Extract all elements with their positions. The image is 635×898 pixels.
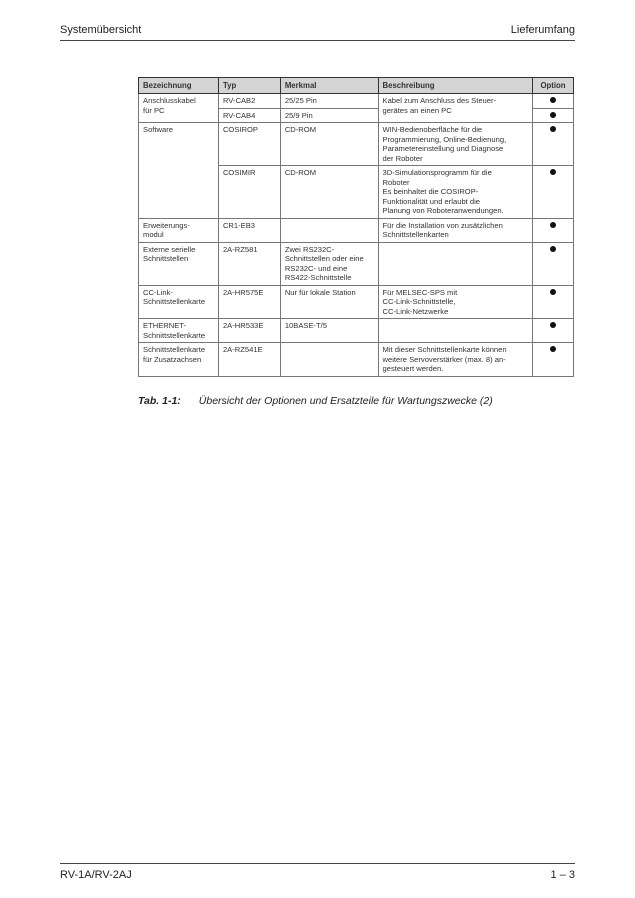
cell-typ: 2A-RZ581	[218, 242, 280, 285]
table-row	[139, 242, 574, 285]
cell-typ: RV-CAB4	[218, 108, 280, 123]
option-bullet-icon	[533, 343, 574, 377]
cell-merkmal: 25/9 Pin	[280, 108, 378, 123]
footer-model: RV-1A/RV-2AJ	[60, 869, 132, 881]
option-bullet-icon	[533, 94, 574, 109]
header-section-title: Systemübersicht	[60, 24, 142, 36]
cell-typ: 2A-HR533E	[218, 319, 280, 343]
cell-bezeichnung: Schnittstellenkarte für Zusatzachsen	[139, 343, 219, 377]
option-bullet-icon	[533, 285, 574, 319]
cell-merkmal: CD-ROM	[280, 123, 378, 166]
cell-beschreibung	[378, 242, 533, 285]
col-header-bezeichnung: Bezeichnung	[139, 78, 219, 94]
option-bullet-icon	[533, 123, 574, 166]
cell-bezeichnung: Anschlusskabel für PC	[139, 94, 219, 123]
table-row	[139, 123, 574, 166]
header-chapter-title: Lieferumfang	[510, 24, 575, 36]
table-row	[139, 343, 574, 377]
cell-bezeichnung: ETHERNET- Schnittstellenkarte	[139, 319, 219, 343]
cell-beschreibung: Für die Installation von zusätzlichen Schnittstellenkarten	[378, 218, 533, 242]
col-header-typ: Typ	[218, 78, 280, 94]
cell-bezeichnung: Externe serielle Schnittstellen	[139, 242, 219, 285]
option-bullet-icon	[533, 319, 574, 343]
table-row	[139, 285, 574, 319]
option-bullet-icon	[533, 166, 574, 219]
cell-merkmal	[280, 218, 378, 242]
cell-merkmal: Nur für lokale Station	[280, 285, 378, 319]
col-header-beschreibung: Beschreibung	[378, 78, 533, 94]
cell-beschreibung: Für MELSEC-SPS mit CC-Link-Schnittstelle, CC-Link-Netzwerke	[378, 285, 533, 319]
col-header-merkmal: Merkmal	[280, 78, 378, 94]
cell-bezeichnung: Erweiterungs- modul	[139, 218, 219, 242]
header-rule	[60, 40, 575, 41]
cell-merkmal	[280, 343, 378, 377]
page-number: 1 – 3	[550, 869, 575, 881]
cell-beschreibung: Kabel zum Anschluss des Steuer- gerätes an einen PC	[378, 94, 533, 123]
cell-typ: 2A-RZ541E	[218, 343, 280, 377]
table-caption	[138, 395, 493, 407]
cell-bezeichnung: CC-Link- Schnittstellenkarte	[139, 285, 219, 319]
table-row	[139, 218, 574, 242]
cell-typ: COSIMIR	[218, 166, 280, 219]
cell-typ: COSIROP	[218, 123, 280, 166]
caption-text: Übersicht der Optionen und Ersatzteile für Wartungszwecke (2)	[198, 395, 493, 407]
cell-merkmal: Zwei RS232C- Schnittstellen oder eine RS232C- und eine RS422-Schnittstelle	[280, 242, 378, 285]
cell-typ: 2A-HR575E	[218, 285, 280, 319]
cell-merkmal: CD-ROM	[280, 166, 378, 219]
footer-rule	[60, 863, 575, 864]
cell-typ: RV-CAB2	[218, 94, 280, 109]
col-header-option: Option	[533, 78, 574, 94]
cell-merkmal: 10BASE-T/5	[280, 319, 378, 343]
options-table	[138, 77, 574, 377]
option-bullet-icon	[533, 108, 574, 123]
option-bullet-icon	[533, 242, 574, 285]
table-header-row	[139, 78, 574, 94]
option-bullet-icon	[533, 218, 574, 242]
cell-beschreibung: WIN-Bedienoberfläche für die Programmierung, Online-Bedienung, Parametereinstellung und Diagnose der Roboter	[378, 123, 533, 166]
cell-beschreibung: 3D-Simulationsprogramm für die Roboter Es beinhaltet die COSIROP- Funktionalität und erlaubt die Planung von Roboteranwendungen.	[378, 166, 533, 219]
table-row	[139, 94, 574, 109]
cell-beschreibung	[378, 319, 533, 343]
cell-typ: CR1-EB3	[218, 218, 280, 242]
cell-bezeichnung: Software	[139, 123, 219, 219]
caption-label: Tab. 1-1:	[138, 395, 181, 407]
table-row	[139, 319, 574, 343]
cell-merkmal: 25/25 Pin	[280, 94, 378, 109]
cell-beschreibung: Mit dieser Schnittstellenkarte können weitere Servoverstärker (max. 8) an- gesteuert werden.	[378, 343, 533, 377]
